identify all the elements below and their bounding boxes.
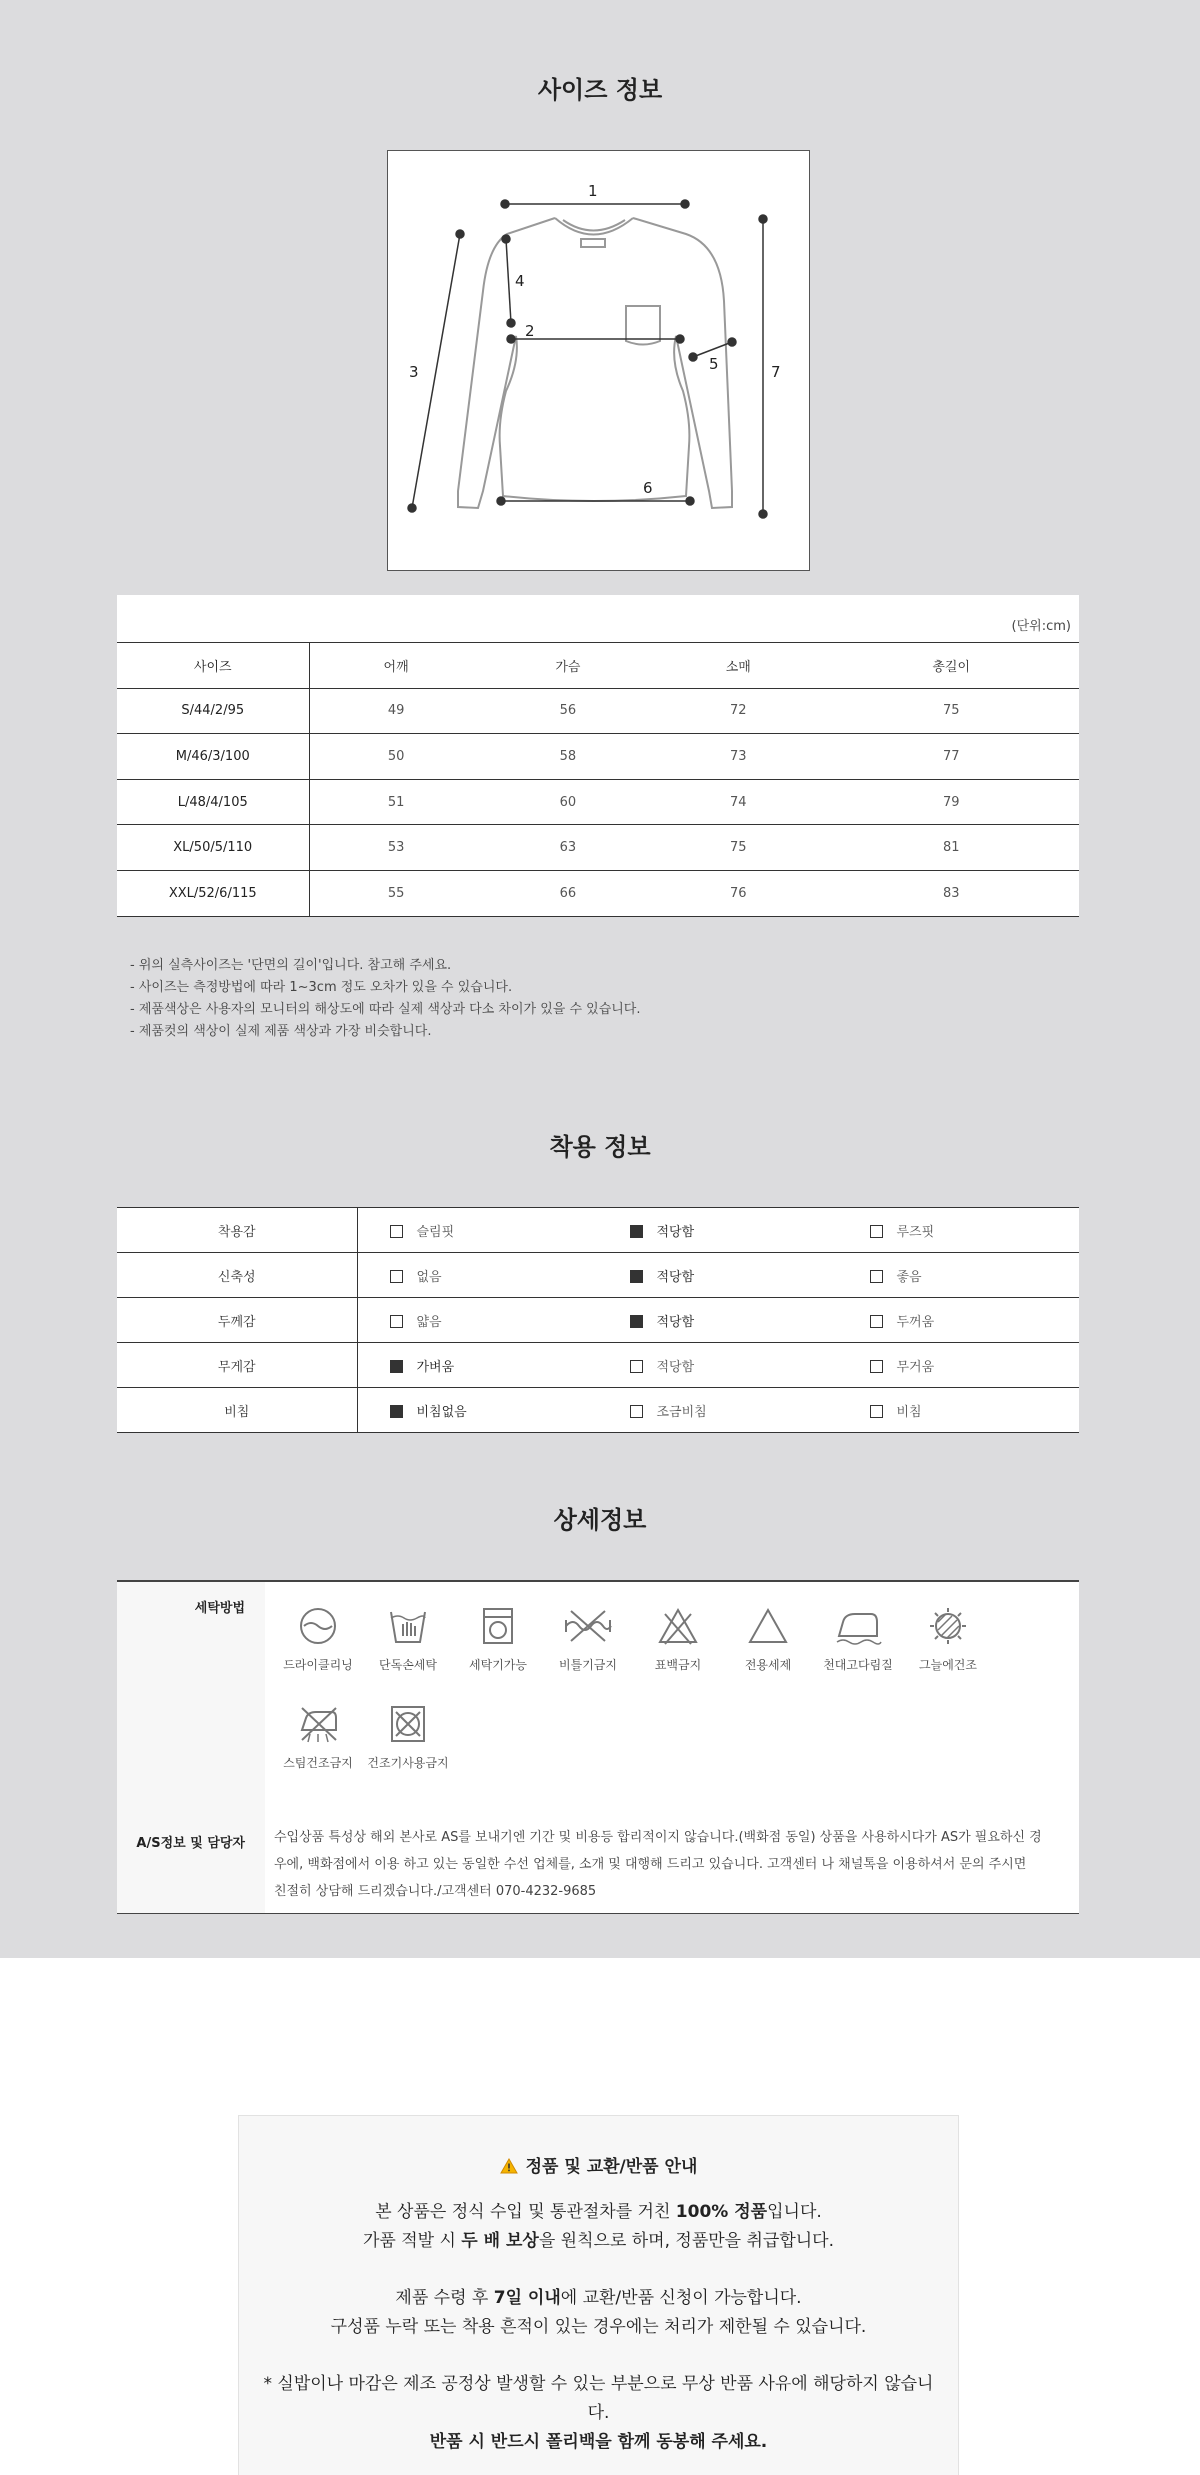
notice-line-3: [239, 2284, 958, 2313]
table-row: [117, 1298, 1079, 1343]
fit-options: [357, 1388, 1079, 1433]
iron-icon: [833, 1606, 883, 1646]
table-row: [117, 1388, 1079, 1433]
value-cell: 50: [309, 734, 483, 780]
text: 을 원칙으로 하며, 정품만을 취급합니다.: [538, 2231, 835, 2251]
wash-item: [360, 1704, 456, 1771]
checked-box-icon: [630, 1315, 643, 1328]
wash-item-label: 드라이클리닝: [283, 1658, 353, 1672]
fit-option: [838, 1311, 1078, 1330]
note-line: - 제품컷의 색상이 실제 제품 색상과 가장 비슷합니다.: [130, 1024, 432, 1039]
notice-line-6: 다.: [587, 2403, 610, 2423]
size-table: [117, 642, 1079, 917]
notice-line-7: 반품 시 반드시 폴리백을 함께 동봉해 주세요.: [429, 2432, 768, 2452]
size-cell: L/48/4/105: [117, 779, 309, 825]
fit-option-label: 적당함: [656, 1224, 695, 1240]
diagram-label-3: 3: [409, 363, 419, 381]
wash-item: [540, 1606, 636, 1673]
detergent-icon: [746, 1606, 790, 1646]
checked-box-icon: [390, 1360, 403, 1373]
size-cell: M/46/3/100: [117, 734, 309, 780]
emphasis: 두 배 보상: [461, 2231, 539, 2251]
detail-box: [117, 1580, 1079, 1914]
fit-option: [358, 1221, 598, 1240]
wash-item-label: 단독손세탁: [379, 1658, 437, 1672]
wash-item-label: 건조기사용금지: [367, 1756, 449, 1770]
notice-line-4: 구성품 누락 또는 착용 흔적이 있는 경우에는 처리가 제한될 수 있습니다.: [330, 2317, 867, 2337]
fit-option: [598, 1356, 838, 1375]
value-cell: 60: [483, 779, 653, 825]
fit-option-label: 적당함: [656, 1359, 695, 1375]
fit-option-label: 비침없음: [416, 1404, 467, 1420]
fit-option: [358, 1266, 598, 1285]
diagram-label-6: 6: [643, 479, 653, 497]
header-size: 사이즈: [117, 643, 309, 689]
fit-row-label: 무게감: [117, 1343, 357, 1388]
unchecked-box-icon: [630, 1360, 643, 1373]
text: 본 상품은 정식 수입 및 통관절차를 거친: [375, 2202, 676, 2222]
value-cell: 75: [823, 688, 1079, 734]
wash-item: [270, 1606, 366, 1673]
emphasis: 7일 이내: [493, 2288, 561, 2308]
value-cell: 75: [653, 825, 823, 871]
fit-option: [358, 1311, 598, 1330]
value-cell: 72: [653, 688, 823, 734]
fit-option-label: 조금비침: [656, 1404, 707, 1420]
hand-wash-icon: [386, 1606, 430, 1646]
notice-title-text: 정품 및 교환/반품 안내: [525, 2157, 698, 2177]
header-shoulder: 어깨: [309, 643, 483, 689]
fit-table: [117, 1207, 1079, 1433]
fit-option-label: 없음: [416, 1269, 442, 1285]
value-cell: 74: [653, 779, 823, 825]
wash-item-label: 그늘에건조: [919, 1658, 977, 1672]
unchecked-box-icon: [870, 1270, 883, 1283]
unchecked-box-icon: [870, 1360, 883, 1373]
washing-machine-icon: [476, 1606, 520, 1646]
size-info-title: 사이즈 정보: [537, 76, 663, 104]
checked-box-icon: [630, 1225, 643, 1238]
note-line: - 사이즈는 측정방법에 따라 1~3cm 정도 오차가 있을 수 있습니다.: [130, 980, 513, 995]
fit-info-title: 착용 정보: [549, 1133, 651, 1161]
dry-clean-icon: [296, 1606, 340, 1646]
label-column: [117, 1582, 265, 1913]
wash-item: [270, 1704, 366, 1771]
header-length: 총길이: [823, 643, 1079, 689]
fit-option-label: 루즈핏: [896, 1224, 935, 1240]
size-cell: XL/50/5/110: [117, 825, 309, 871]
fit-option: [358, 1401, 598, 1420]
value-cell: 83: [823, 870, 1079, 916]
value-cell: 76: [653, 870, 823, 916]
fit-option-label: 적당함: [656, 1269, 695, 1285]
as-text: [274, 1824, 1074, 1905]
value-cell: 63: [483, 825, 653, 871]
fit-option: [598, 1266, 838, 1285]
diagram-label-4: 4: [515, 272, 525, 290]
table-row: [117, 1253, 1079, 1298]
size-table-box: [117, 595, 1079, 917]
wash-item: [900, 1606, 996, 1673]
value-cell: 79: [823, 779, 1079, 825]
value-cell: 56: [483, 688, 653, 734]
as-line: 친절히 상담해 드리겠습니다./고객센터 070-4232-9685: [274, 1884, 597, 1899]
diagram-label-5: 5: [709, 355, 719, 373]
value-cell: 73: [653, 734, 823, 780]
unchecked-box-icon: [390, 1270, 403, 1283]
wash-item-label: 비틀기금지: [559, 1658, 617, 1672]
as-line: 우에, 백화점에서 이용 하고 있는 동일한 수선 업체를, 소개 및 대행해 드리고 있습니다. 고객센터 나 채널톡을 이용하셔서 문의 주시면: [274, 1857, 1027, 1872]
fit-option-label: 두꺼움: [896, 1314, 935, 1330]
size-notes: [130, 955, 641, 1043]
wash-item-label: 스팀건조금지: [283, 1756, 353, 1770]
shade-dry-icon: [924, 1606, 972, 1646]
fit-option-label: 비침: [896, 1404, 922, 1420]
diagram-label-2: 2: [525, 322, 535, 340]
fit-options: [357, 1298, 1079, 1343]
notice-line-2: [239, 2227, 958, 2256]
fit-options: [357, 1253, 1079, 1298]
diagram-label-1: 1: [588, 182, 598, 200]
warning-icon: [500, 2158, 518, 2174]
value-cell: 49: [309, 688, 483, 734]
checked-box-icon: [390, 1405, 403, 1418]
fit-option-label: 무거움: [896, 1359, 935, 1375]
value-cell: 58: [483, 734, 653, 780]
unchecked-box-icon: [870, 1405, 883, 1418]
text: 입니다.: [767, 2202, 822, 2222]
header-sleeve: 소매: [653, 643, 823, 689]
fit-option-label: 슬림핏: [416, 1224, 455, 1240]
value-cell: 66: [483, 870, 653, 916]
size-table-header: [117, 643, 1079, 689]
checked-box-icon: [630, 1270, 643, 1283]
fit-option: [838, 1266, 1078, 1285]
wash-item-label: 표백금지: [654, 1658, 702, 1672]
unchecked-box-icon: [390, 1225, 403, 1238]
fit-option: [598, 1311, 838, 1330]
fit-row-label: 비침: [117, 1388, 357, 1433]
emphasis: 100% 정품: [675, 2202, 768, 2222]
value-cell: 53: [309, 825, 483, 871]
unchecked-box-icon: [390, 1315, 403, 1328]
table-row: [117, 1208, 1079, 1253]
fit-option-label: 가벼움: [416, 1359, 455, 1375]
wash-item: [810, 1606, 906, 1673]
wash-item: [360, 1606, 456, 1673]
as-label: A/S정보 및 담당자: [136, 1836, 245, 1851]
size-cell: XXL/52/6/115: [117, 870, 309, 916]
fit-option: [838, 1221, 1078, 1240]
wash-item-label: 전용세제: [744, 1658, 792, 1672]
note-line: - 제품색상은 사용자의 모니터의 해상도에 따라 실제 색상과 다소 차이가 있을 수 있습니다.: [130, 1002, 641, 1017]
fit-row-label: 신축성: [117, 1253, 357, 1298]
wash-item-label: 세탁기가능: [469, 1658, 527, 1672]
no-dryer-icon: [386, 1704, 430, 1744]
text: 제품 수령 후: [395, 2288, 494, 2308]
table-row: [117, 1343, 1079, 1388]
as-line: 수입상품 특성상 해외 본사로 AS를 보내기엔 기간 및 비용등 합리적이지 않습니다.(백화점 동일) 상품을 사용하시다가 AS가 필요하신 경: [274, 1830, 1042, 1845]
wash-item: [450, 1606, 546, 1673]
notice-box: [238, 2115, 959, 2475]
fit-option-label: 얇음: [416, 1314, 442, 1330]
fit-option: [838, 1356, 1078, 1375]
fit-row-label: 착용감: [117, 1208, 357, 1253]
fit-option-label: 좋음: [896, 1269, 922, 1285]
table-row: [117, 870, 1079, 916]
notice-line-5: * 실밥이나 마감은 제조 공정상 발생할 수 있는 부분으로 무상 반품 사유에 해당하지 않습니: [263, 2374, 934, 2394]
size-cell: S/44/2/95: [117, 688, 309, 734]
wash-item: [720, 1606, 816, 1673]
value-cell: 51: [309, 779, 483, 825]
table-row: [117, 779, 1079, 825]
wash-item: [630, 1606, 726, 1673]
wash-item-label: 천대고다림질: [823, 1658, 893, 1672]
fit-option: [598, 1221, 838, 1240]
notice-line-1: [239, 2198, 958, 2227]
wash-label: 세탁방법: [194, 1601, 245, 1616]
table-row: [117, 825, 1079, 871]
notice-title: [239, 2152, 958, 2177]
unit-label: (단위:cm): [1011, 619, 1071, 634]
fit-option: [358, 1356, 598, 1375]
table-row: [117, 734, 1079, 780]
no-bleach-icon: [656, 1606, 700, 1646]
fit-option: [838, 1401, 1078, 1420]
note-line: - 위의 실측사이즈는 '단면의 길이'입니다. 참고해 주세요.: [130, 958, 452, 973]
detail-info-title: 상세정보: [553, 1506, 647, 1534]
fit-row-label: 두께감: [117, 1298, 357, 1343]
unchecked-box-icon: [870, 1225, 883, 1238]
shirt-diagram-icon: [388, 151, 809, 570]
header-chest: 가슴: [483, 643, 653, 689]
no-wring-icon: [563, 1606, 613, 1646]
value-cell: 55: [309, 870, 483, 916]
value-cell: 77: [823, 734, 1079, 780]
unchecked-box-icon: [870, 1315, 883, 1328]
fit-options: [357, 1343, 1079, 1388]
diagram-label-7: 7: [771, 363, 781, 381]
value-cell: 81: [823, 825, 1079, 871]
no-steam-icon: [294, 1704, 342, 1744]
table-row: [117, 688, 1079, 734]
fit-option-label: 적당함: [656, 1314, 695, 1330]
text: 에 교환/반품 신청이 가능합니다.: [560, 2288, 802, 2308]
fit-option: [598, 1401, 838, 1420]
unchecked-box-icon: [630, 1405, 643, 1418]
size-diagram: [387, 150, 810, 571]
text: 가품 적발 시: [362, 2231, 462, 2251]
fit-options: [357, 1208, 1079, 1253]
